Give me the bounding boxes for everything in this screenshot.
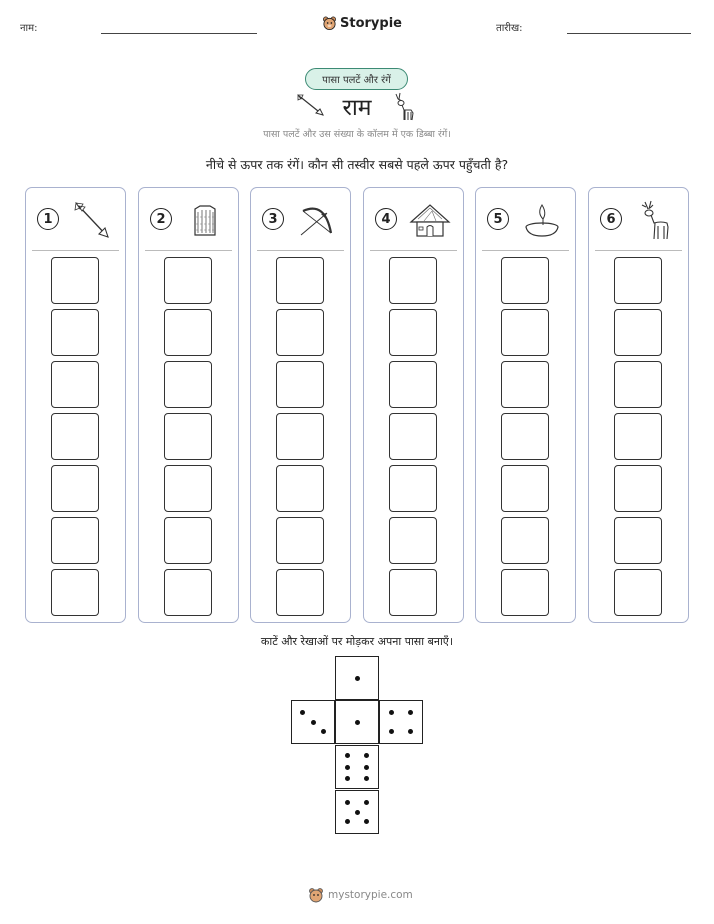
brand-logo: [322, 13, 402, 33]
date-label: तारीख:: [496, 23, 523, 34]
color-box[interactable]: [51, 517, 99, 564]
color-box[interactable]: [164, 465, 212, 512]
column-divider: [257, 250, 344, 251]
color-box[interactable]: [389, 569, 437, 616]
dice-pip: [389, 729, 394, 734]
column-number: 5: [487, 208, 509, 230]
color-box[interactable]: [614, 257, 662, 304]
footer-url: mystorypie.com: [328, 889, 413, 901]
color-box[interactable]: [164, 517, 212, 564]
color-box[interactable]: [51, 413, 99, 460]
color-box[interactable]: [51, 309, 99, 356]
color-box[interactable]: [501, 309, 549, 356]
column-number: 3: [262, 208, 284, 230]
column-2: [138, 187, 239, 623]
color-box[interactable]: [164, 309, 212, 356]
dice-face: [291, 700, 335, 744]
color-box[interactable]: [501, 517, 549, 564]
name-line: [101, 33, 257, 34]
column-5: [475, 187, 576, 623]
color-box[interactable]: [164, 413, 212, 460]
color-box[interactable]: [614, 361, 662, 408]
dice-pip: [364, 765, 369, 770]
column-divider: [145, 250, 232, 251]
color-box[interactable]: [501, 569, 549, 616]
color-box[interactable]: [51, 569, 99, 616]
color-box[interactable]: [389, 517, 437, 564]
dice-pip: [345, 753, 350, 758]
arrow-icon: [70, 199, 114, 243]
dice-pip: [364, 819, 369, 824]
column-number: 6: [600, 208, 622, 230]
question: नीचे से ऊपर तक रंगें। कौन सी तस्वीर सबसे पहले ऊपर पहुँचती है?: [205, 157, 509, 172]
column-header: [476, 188, 575, 250]
dice-face: [335, 656, 379, 700]
column-divider: [32, 250, 119, 251]
color-box[interactable]: [614, 569, 662, 616]
color-box[interactable]: [51, 257, 99, 304]
color-box[interactable]: [614, 517, 662, 564]
color-box[interactable]: [276, 465, 324, 512]
color-box[interactable]: [51, 361, 99, 408]
color-box[interactable]: [501, 361, 549, 408]
deer-icon: [633, 199, 677, 243]
color-box[interactable]: [276, 517, 324, 564]
color-box[interactable]: [501, 257, 549, 304]
column-3: [250, 187, 351, 623]
dice-pip: [364, 800, 369, 805]
column-divider: [482, 250, 569, 251]
column-header: [251, 188, 350, 250]
column-header: [26, 188, 125, 250]
column-number: 4: [375, 208, 397, 230]
dice-pip: [321, 729, 326, 734]
color-box[interactable]: [501, 465, 549, 512]
page-title: राम: [342, 95, 372, 121]
dice-pip: [408, 710, 413, 715]
deer-icon: [390, 92, 416, 122]
activity-badge: पासा पलटें और रंगें: [305, 68, 408, 90]
column-6: [588, 187, 689, 623]
storypie-mascot-icon: [322, 15, 337, 31]
column-number: 2: [150, 208, 172, 230]
cut-instruction: काटें और रेखाओं पर मोड़कर अपना पासा बनाएँ।: [260, 635, 454, 648]
column-divider: [595, 250, 682, 251]
color-box[interactable]: [164, 257, 212, 304]
dice-pip: [345, 765, 350, 770]
bow-icon: [295, 199, 339, 243]
color-box[interactable]: [389, 361, 437, 408]
dice-face: [335, 790, 379, 834]
column-1: [25, 187, 126, 623]
color-box[interactable]: [276, 413, 324, 460]
dice-face: [335, 745, 379, 789]
dice-pip: [345, 800, 350, 805]
color-box[interactable]: [276, 309, 324, 356]
column-4: [363, 187, 464, 623]
name-label: नाम:: [20, 23, 38, 34]
color-box[interactable]: [614, 309, 662, 356]
dice-pip: [364, 753, 369, 758]
dice-face: [379, 700, 423, 744]
color-box[interactable]: [389, 309, 437, 356]
oil-lamp-icon: [520, 199, 564, 243]
dice-pip: [300, 710, 305, 715]
bark-garment-icon: [183, 199, 227, 243]
dice-pip: [355, 676, 360, 681]
color-box[interactable]: [276, 361, 324, 408]
dice-pip: [355, 720, 360, 725]
brand-name: Storypie: [340, 15, 402, 31]
color-box[interactable]: [164, 361, 212, 408]
dice-pip: [345, 776, 350, 781]
dice-pip: [364, 776, 369, 781]
dice-pip: [408, 729, 413, 734]
instructions: पासा पलटें और उस संख्या के कॉलम में एक डिब्बा रंगें।: [263, 129, 451, 140]
storypie-mascot-icon: [308, 887, 324, 903]
date-line: [567, 33, 691, 34]
color-box[interactable]: [389, 465, 437, 512]
color-box[interactable]: [389, 413, 437, 460]
column-header: [589, 188, 688, 250]
color-box[interactable]: [614, 413, 662, 460]
column-header: [139, 188, 238, 250]
color-box[interactable]: [276, 257, 324, 304]
column-header: [364, 188, 463, 250]
column-divider: [370, 250, 457, 251]
color-box[interactable]: [276, 569, 324, 616]
color-box[interactable]: [164, 569, 212, 616]
color-box[interactable]: [614, 465, 662, 512]
dice-pip: [311, 720, 316, 725]
color-box[interactable]: [51, 465, 99, 512]
footer: [308, 886, 413, 904]
dice-pip: [355, 810, 360, 815]
hut-icon: [408, 199, 452, 243]
color-box[interactable]: [389, 257, 437, 304]
column-number: 1: [37, 208, 59, 230]
dice-pip: [345, 819, 350, 824]
dice-pip: [389, 710, 394, 715]
color-box[interactable]: [501, 413, 549, 460]
dice-face: [335, 700, 379, 744]
